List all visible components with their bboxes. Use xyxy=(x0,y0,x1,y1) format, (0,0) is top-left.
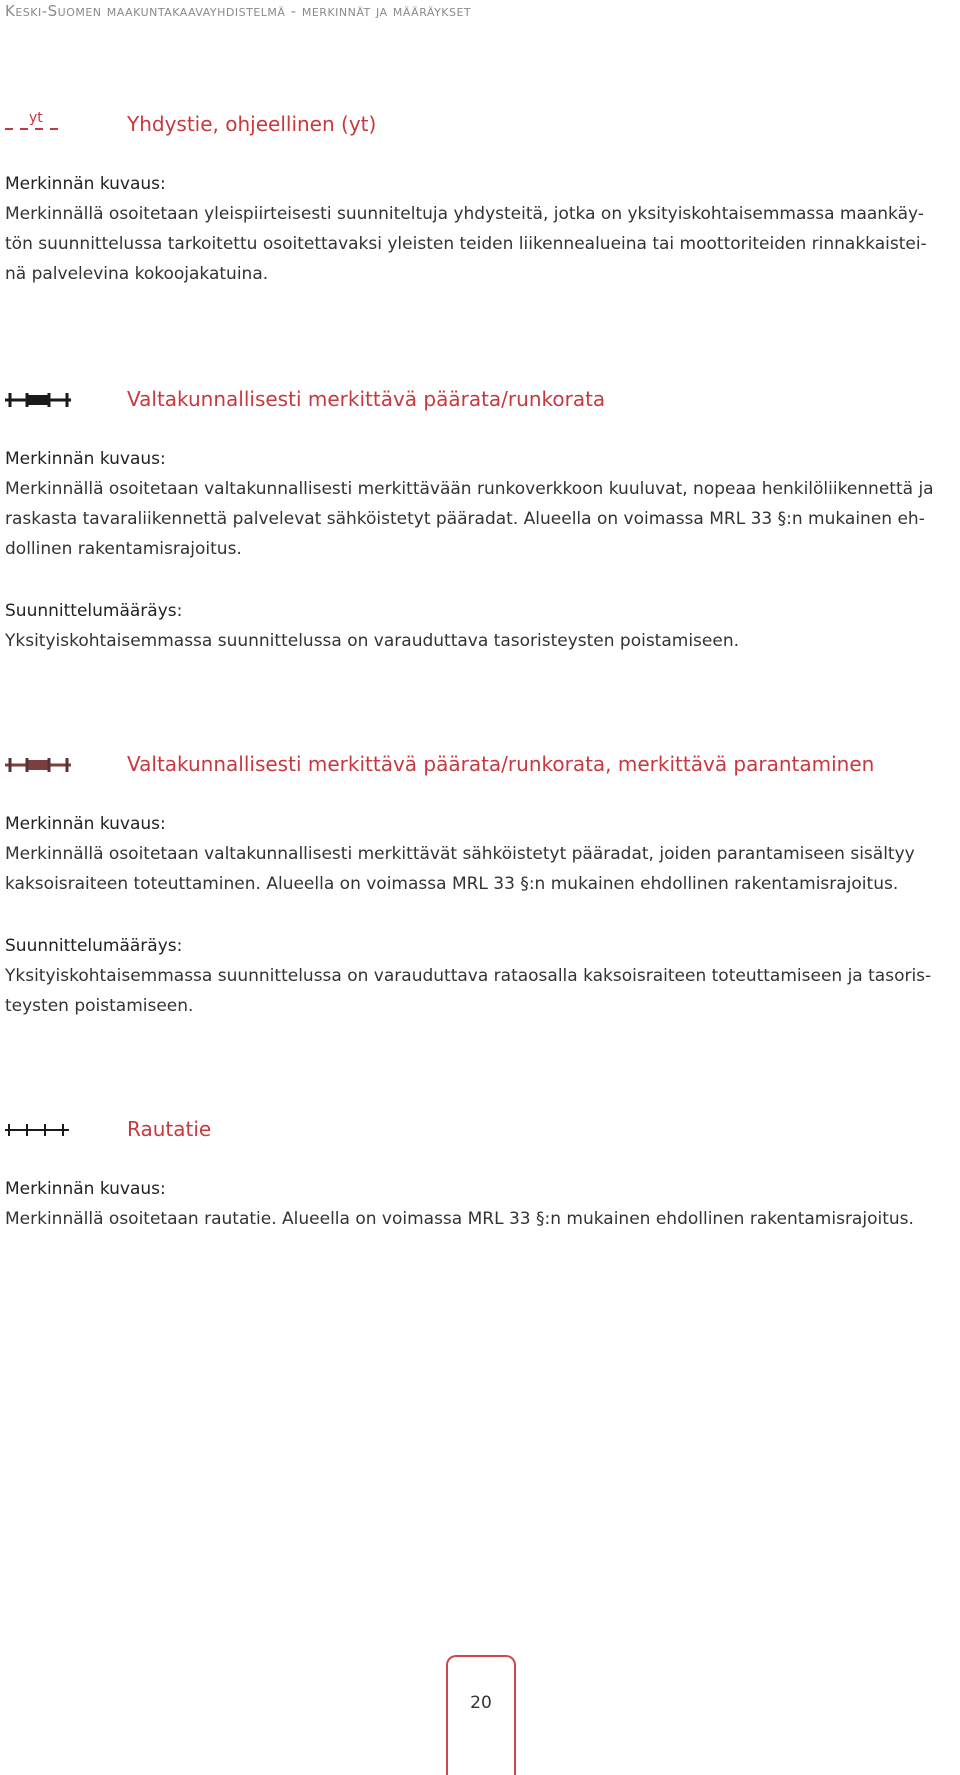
description-line: tön suunnittelussa tarkoitettu osoitettavaksi yleisten teiden liikennealueina tai moottoriteiden rinnakkaistei- xyxy=(5,234,927,254)
section-title: Valtakunnallisesti merkittävä päärata/runkorata, merkittävä parantaminen xyxy=(127,752,875,776)
description-label: Merkinnän kuvaus: xyxy=(5,174,166,194)
page-number-tab xyxy=(446,1655,516,1775)
section-title: Yhdystie, ohjeellinen (yt) xyxy=(127,112,377,136)
description-text xyxy=(5,839,960,899)
description-line: Merkinnällä osoitetaan rautatie. Alueella on voimassa MRL 33 §:n mukainen ehdollinen rakentamisrajoitus. xyxy=(5,1209,914,1229)
description-line: Merkinnällä osoitetaan valtakunnallisesti merkittävään runkoverkkoon kuuluvat, nopeaa henkilöliikennettä ja xyxy=(5,479,934,499)
rule-label: Suunnittelumääräys: xyxy=(5,936,183,956)
section-rautatie xyxy=(5,1115,960,1255)
description-text xyxy=(5,1204,960,1234)
description-line: dollinen rakentamisrajoitus. xyxy=(5,539,242,559)
description-line: nä palvelevina kokoojakatuina. xyxy=(5,264,269,284)
description-line: Merkinnällä osoitetaan valtakunnallisesti merkittävät sähköistetyt pääradat, joiden parantamiseen sisältyy xyxy=(5,844,915,864)
rule-line: Yksityiskohtaisemmassa suunnittelussa on varauduttava rataosalla kaksoisraiteen toteuttamiseen ja tasoris- xyxy=(5,966,932,986)
main-railway-symbol-icon xyxy=(5,385,75,425)
rule-line: Yksityiskohtaisemmassa suunnittelussa on varauduttava tasoristeysten poistamiseen. xyxy=(5,631,740,651)
description-line: kaksoisraiteen toteuttaminen. Alueella on voimassa MRL 33 §:n mukainen ehdollinen rakentamisrajoitus. xyxy=(5,874,899,894)
railway-improvement-symbol-icon xyxy=(5,750,75,790)
rule-text xyxy=(5,961,960,1021)
description-label: Merkinnän kuvaus: xyxy=(5,1179,166,1199)
symbol-label: yt xyxy=(29,110,43,126)
description-label: Merkinnän kuvaus: xyxy=(5,814,166,834)
section-paarata xyxy=(5,385,960,665)
section-paarata-parantaminen xyxy=(5,750,960,1030)
dashed-road-symbol-icon xyxy=(5,104,75,144)
section-yhdystie xyxy=(5,104,960,304)
rule-line: teysten poistamiseen. xyxy=(5,996,194,1016)
rule-text xyxy=(5,626,960,656)
section-title: Rautatie xyxy=(127,1117,212,1141)
description-text xyxy=(5,474,960,564)
document-header: Keski-Suomen maakuntakaavayhdistelmä - merkinnät ja määräykset xyxy=(5,2,472,20)
description-line: Merkinnällä osoitetaan yleispiirteisesti suunniteltuja yhdysteitä, jotka on yksityiskohtaisemmassa maankäy- xyxy=(5,204,924,224)
page-number: 20 xyxy=(470,1693,492,1713)
railway-symbol-icon xyxy=(5,1115,75,1155)
rule-label: Suunnittelumääräys: xyxy=(5,601,183,621)
description-text xyxy=(5,199,960,289)
section-title: Valtakunnallisesti merkittävä päärata/runkorata xyxy=(127,387,606,411)
description-label: Merkinnän kuvaus: xyxy=(5,449,166,469)
description-line: raskasta tavaraliikennettä palvelevat sähköistetyt pääradat. Alueella on voimassa MRL 33 §:n mukainen eh- xyxy=(5,509,925,529)
